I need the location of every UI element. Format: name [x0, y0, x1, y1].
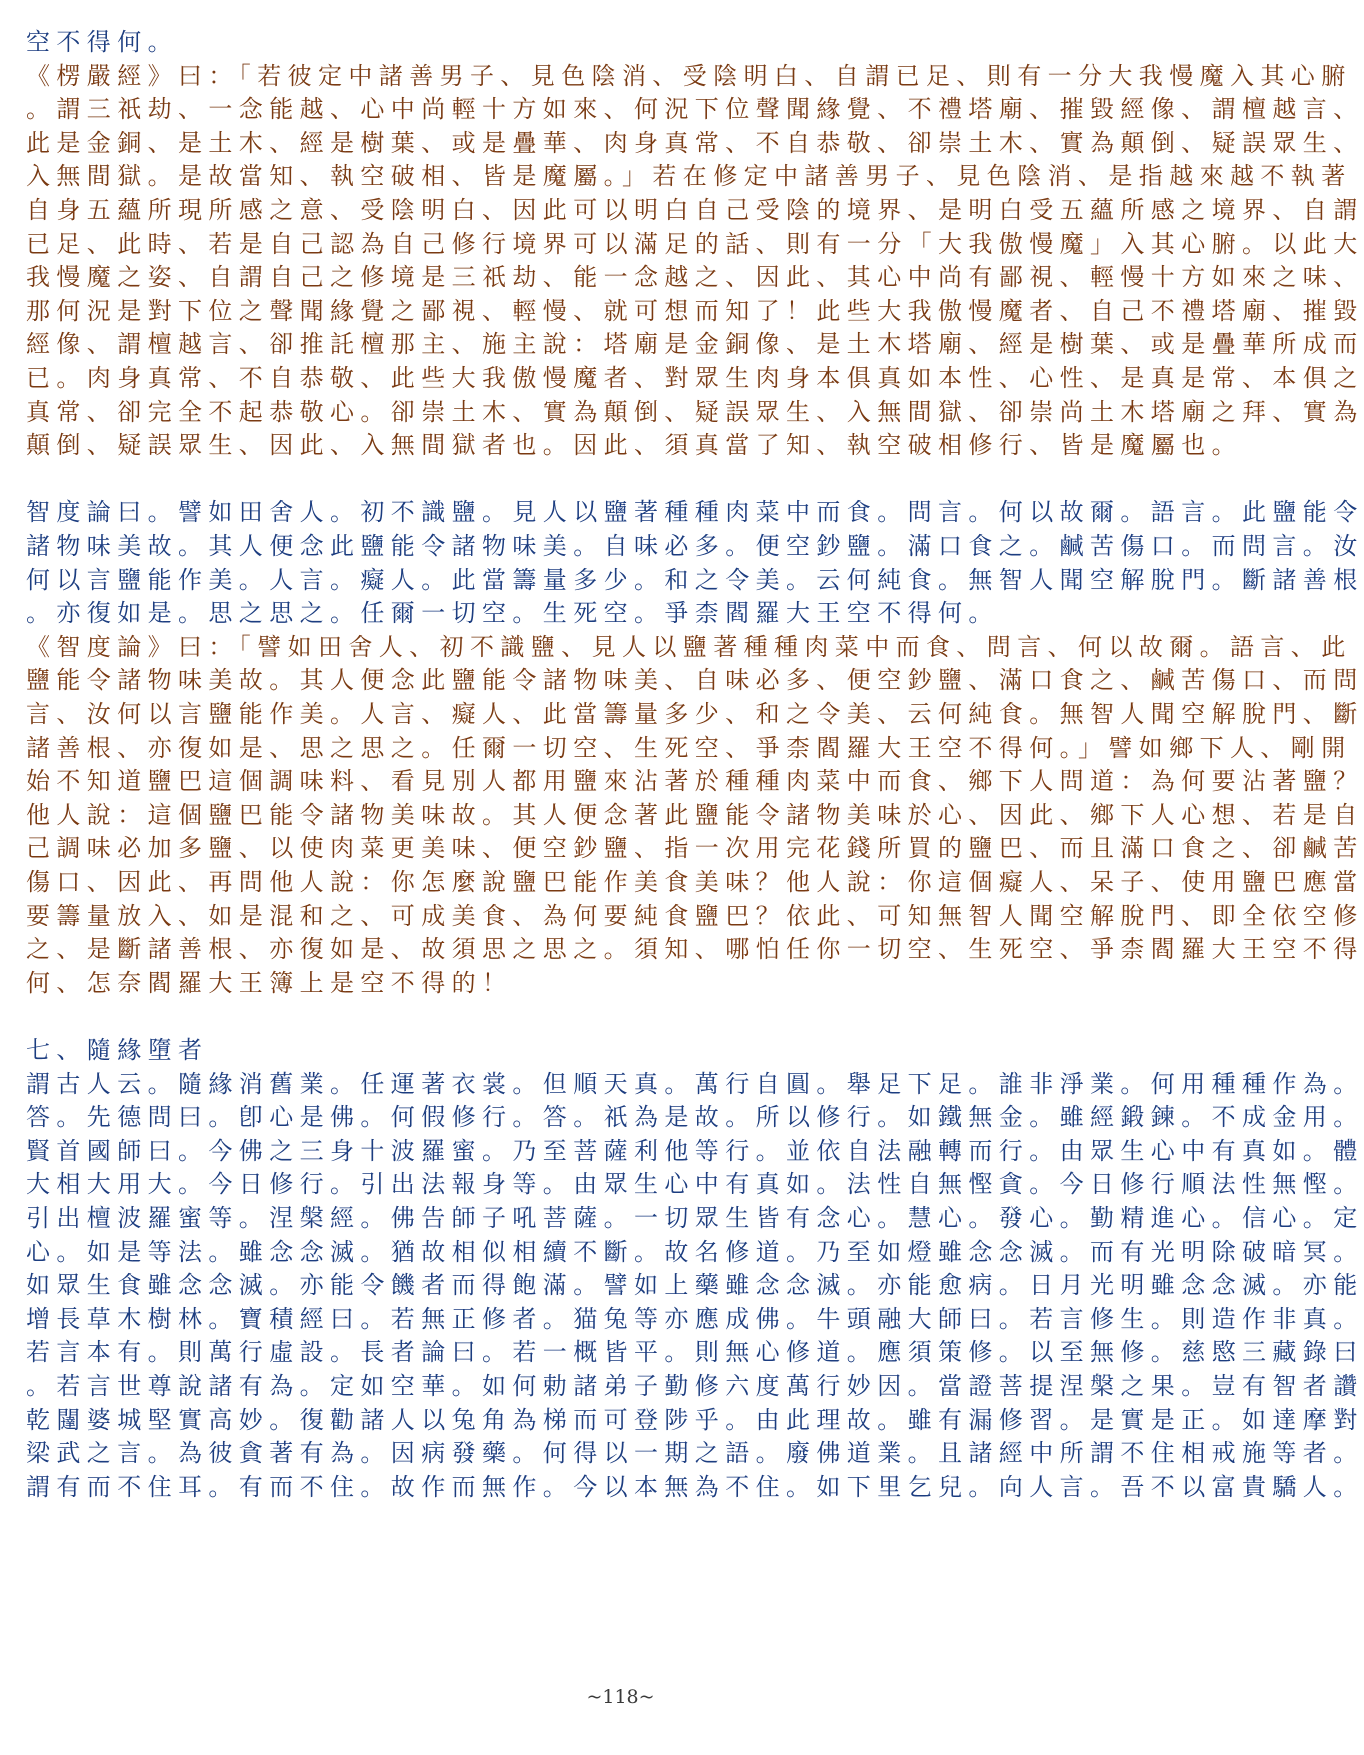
- text-line: 始不知道鹽巴這個調味料、看見別人都用鹽來沾著於種種肉菜中而食、鄉下人問道：為何要沾著鹽？: [26, 767, 1364, 796]
- text-line: 顛倒、疑誤眾生、因此、入無間獄者也。因此、須真當了知、執空破相修行、皆是魔屬也。: [26, 431, 1242, 460]
- text-line: 鹽能令諸物味美故。其人便念此鹽能令諸物味美、自味必多、便空鈔鹽、滿口食之、鹹苦傷口、而問: [26, 666, 1364, 695]
- text-line: 。亦復如是。思之思之。任爾一切空。生死空。爭柰閻羅大王空不得何。: [26, 599, 999, 628]
- text-line: 已足、此時、若是自己認為自己修行境界可以滿足的話、則有一分「大我傲慢魔」入其心腑。以此大: [26, 229, 1364, 258]
- text-line: 謂古人云。隨緣消舊業。任運著衣裳。但順天真。萬行自圓。舉足下足。誰非淨業。何用種種作為。: [26, 1069, 1364, 1098]
- text-line: 己調味必加多鹽、以使肉菜更美味、便空鈔鹽、指一次用完花錢所買的鹽巴、而且滿口食之、卻鹹苦: [26, 834, 1364, 863]
- text-line: 此是金銅、是土木、經是樹葉、或是疊華、肉身真常、不自恭敬、卻崇土木、實為顛倒、疑誤眾生、: [26, 128, 1364, 157]
- text-line: 入無間獄。是故當知、執空破相、皆是魔屬。」若在修定中諸善男子、見色陰消、是指越來越不執著: [26, 162, 1352, 191]
- text-line: 何、怎奈閻羅大王簿上是空不得的！: [26, 968, 513, 997]
- text-line: 乾闥婆城堅實高妙。復勸諸人以兔角為梯而可登陟乎。由此理故。雖有漏修習。是實是正。如達摩對: [26, 1405, 1364, 1434]
- text-line: 答。先德問曰。卽心是佛。何假修行。答。祇為是故。所以修行。如鐵無金。雖經鍛鍊。不成金用。: [26, 1103, 1364, 1132]
- text-line: 經像、謂檀越言、卻推託檀那主、施主說：塔廟是金銅像、是土木塔廟、經是樹葉、或是疊華所成而: [26, 330, 1364, 359]
- text-line: 真常、卻完全不起恭敬心。卻崇土木、實為顛倒、疑誤眾生、入無間獄、卻崇尚土木塔廟之拜、實為: [26, 397, 1364, 426]
- text-line: 言、汝何以言鹽能作美。人言、癡人、此當籌量多少、和之令美、云何純食。無智人聞空解脫門、斷: [26, 700, 1364, 728]
- text-line: 如眾生食雖念念滅。亦能令饑者而得飽滿。譬如上藥雖念念滅。亦能愈病。日月光明雖念念滅。亦能: [26, 1271, 1364, 1300]
- text-line: 他人說：這個鹽巴能令諸物美味故。其人便念著此鹽能令諸物美味於心、因此、鄉下人心想、若是自: [26, 800, 1364, 829]
- text-line: 諸物味美故。其人便念此鹽能令諸物味美。自味必多。便空鈔鹽。滿口食之。鹹苦傷口。而問言。汝: [26, 532, 1364, 560]
- text-line: 已。肉身真常、不自恭敬、此些大我傲慢魔者、對眾生肉身本俱真如本性、心性、是真是常、本俱之: [26, 364, 1364, 392]
- text-line: 那何況是對下位之聲聞緣覺之鄙視、輕慢、就可想而知了！此些大我傲慢魔者、自己不禮塔廟、摧毀: [26, 296, 1364, 325]
- text-line: 心。如是等法。雖念念滅。猶故相似相續不斷。故名修道。乃至如燈雖念念滅。而有光明除破暗冥。: [26, 1237, 1364, 1266]
- text-line: 傷口、因此、再問他人說：你怎麼說鹽巴能作美食美味？他人說：你這個癡人、呆子、使用鹽巴應當: [26, 868, 1364, 896]
- text-line: 賢首國師曰。今佛之三身十波羅蜜。乃至菩薩利他等行。並依自法融轉而行。由眾生心中有真如。體: [26, 1136, 1364, 1165]
- text-line: 。謂三祇劫、一念能越、心中尚輕十方如來、何況下位聲聞緣覺、不禮塔廟、摧毀經像、謂檀越言、: [26, 95, 1364, 124]
- text-line: 何以言鹽能作美。人言。癡人。此當籌量多少。和之令美。云何純食。無智人聞空解脫門。斷諸善根: [26, 565, 1364, 594]
- text-line: 智度論曰。譬如田舍人。初不識鹽。見人以鹽著種種肉菜中而食。問言。何以故爾。語言。此鹽能令: [26, 498, 1364, 527]
- text-line: 《楞嚴經》曰：「若彼定中諸善男子、見色陰消、受陰明白、自謂已足、則有一分大我慢魔入其心腑: [26, 61, 1352, 90]
- text-line: 空不得何。: [26, 28, 178, 56]
- text-line: 引出檀波羅蜜等。涅槃經。佛告師子吼菩薩。一切眾生皆有念心。慧心。發心。勤精進心。信心。定: [26, 1204, 1364, 1232]
- text-line: 我慢魔之姿、自謂自己之修境是三祇劫、能一念越之、因此、其心中尚有鄙視、輕慢十方如來之味、: [26, 263, 1364, 292]
- text-line: 諸善根、亦復如是、思之思之。任爾一切空、生死空、爭柰閻羅大王空不得何。」譬如鄉下人、剛開: [26, 733, 1352, 762]
- text-line: 。若言世尊說諸有為。定如空華。如何勅諸弟子勤修六度萬行妙因。當證菩提涅槃之果。豈有智者讚: [26, 1372, 1364, 1400]
- text-line: 之、是斷諸善根、亦復如是、故須思之思之。須知、哪怕任你一切空、生死空、爭柰閻羅大王空不得: [26, 935, 1364, 964]
- text-line: 增長草木樹林。寶積經曰。若無正修者。猫兔等亦應成佛。牛頭融大師曰。若言修生。則造作非真。: [26, 1304, 1364, 1333]
- page-number: ~118~: [586, 1686, 655, 1708]
- text-line: 要籌量放入、如是混和之、可成美食、為何要純食鹽巴？依此、可知無智人聞空解脫門、即全依空修: [26, 901, 1364, 930]
- text-line: 《智度論》曰：「譬如田舍人、初不識鹽、見人以鹽著種種肉菜中而食、問言、何以故爾。語言、此: [26, 632, 1352, 661]
- text-line: 大相大用大。今日修行。引出法報身等。由眾生心中有真如。法性自無慳貪。今日修行順法性無慳。: [26, 1170, 1364, 1199]
- text-line: 謂有而不住耳。有而不住。故作而無作。今以本無為不住。如下里乞兒。向人言。吾不以富貴驕人。: [26, 1472, 1364, 1501]
- text-line: 梁武之言。為彼貪著有為。因病發藥。何得以一期之語。廢佛道業。且諸經中所謂不住相戒施等者。: [26, 1439, 1364, 1468]
- text-line: 若言本有。則萬行虛設。長者論曰。若一概皆平。則無心修道。應須策修。以至無修。慈愍三藏錄曰: [26, 1338, 1364, 1367]
- text-line: 七、隨緣墮者: [26, 1036, 209, 1064]
- text-line: 自身五蘊所現所感之意、受陰明白、因此可以明白自己受陰的境界、是明白受五蘊所感之境界、自謂: [26, 196, 1364, 224]
